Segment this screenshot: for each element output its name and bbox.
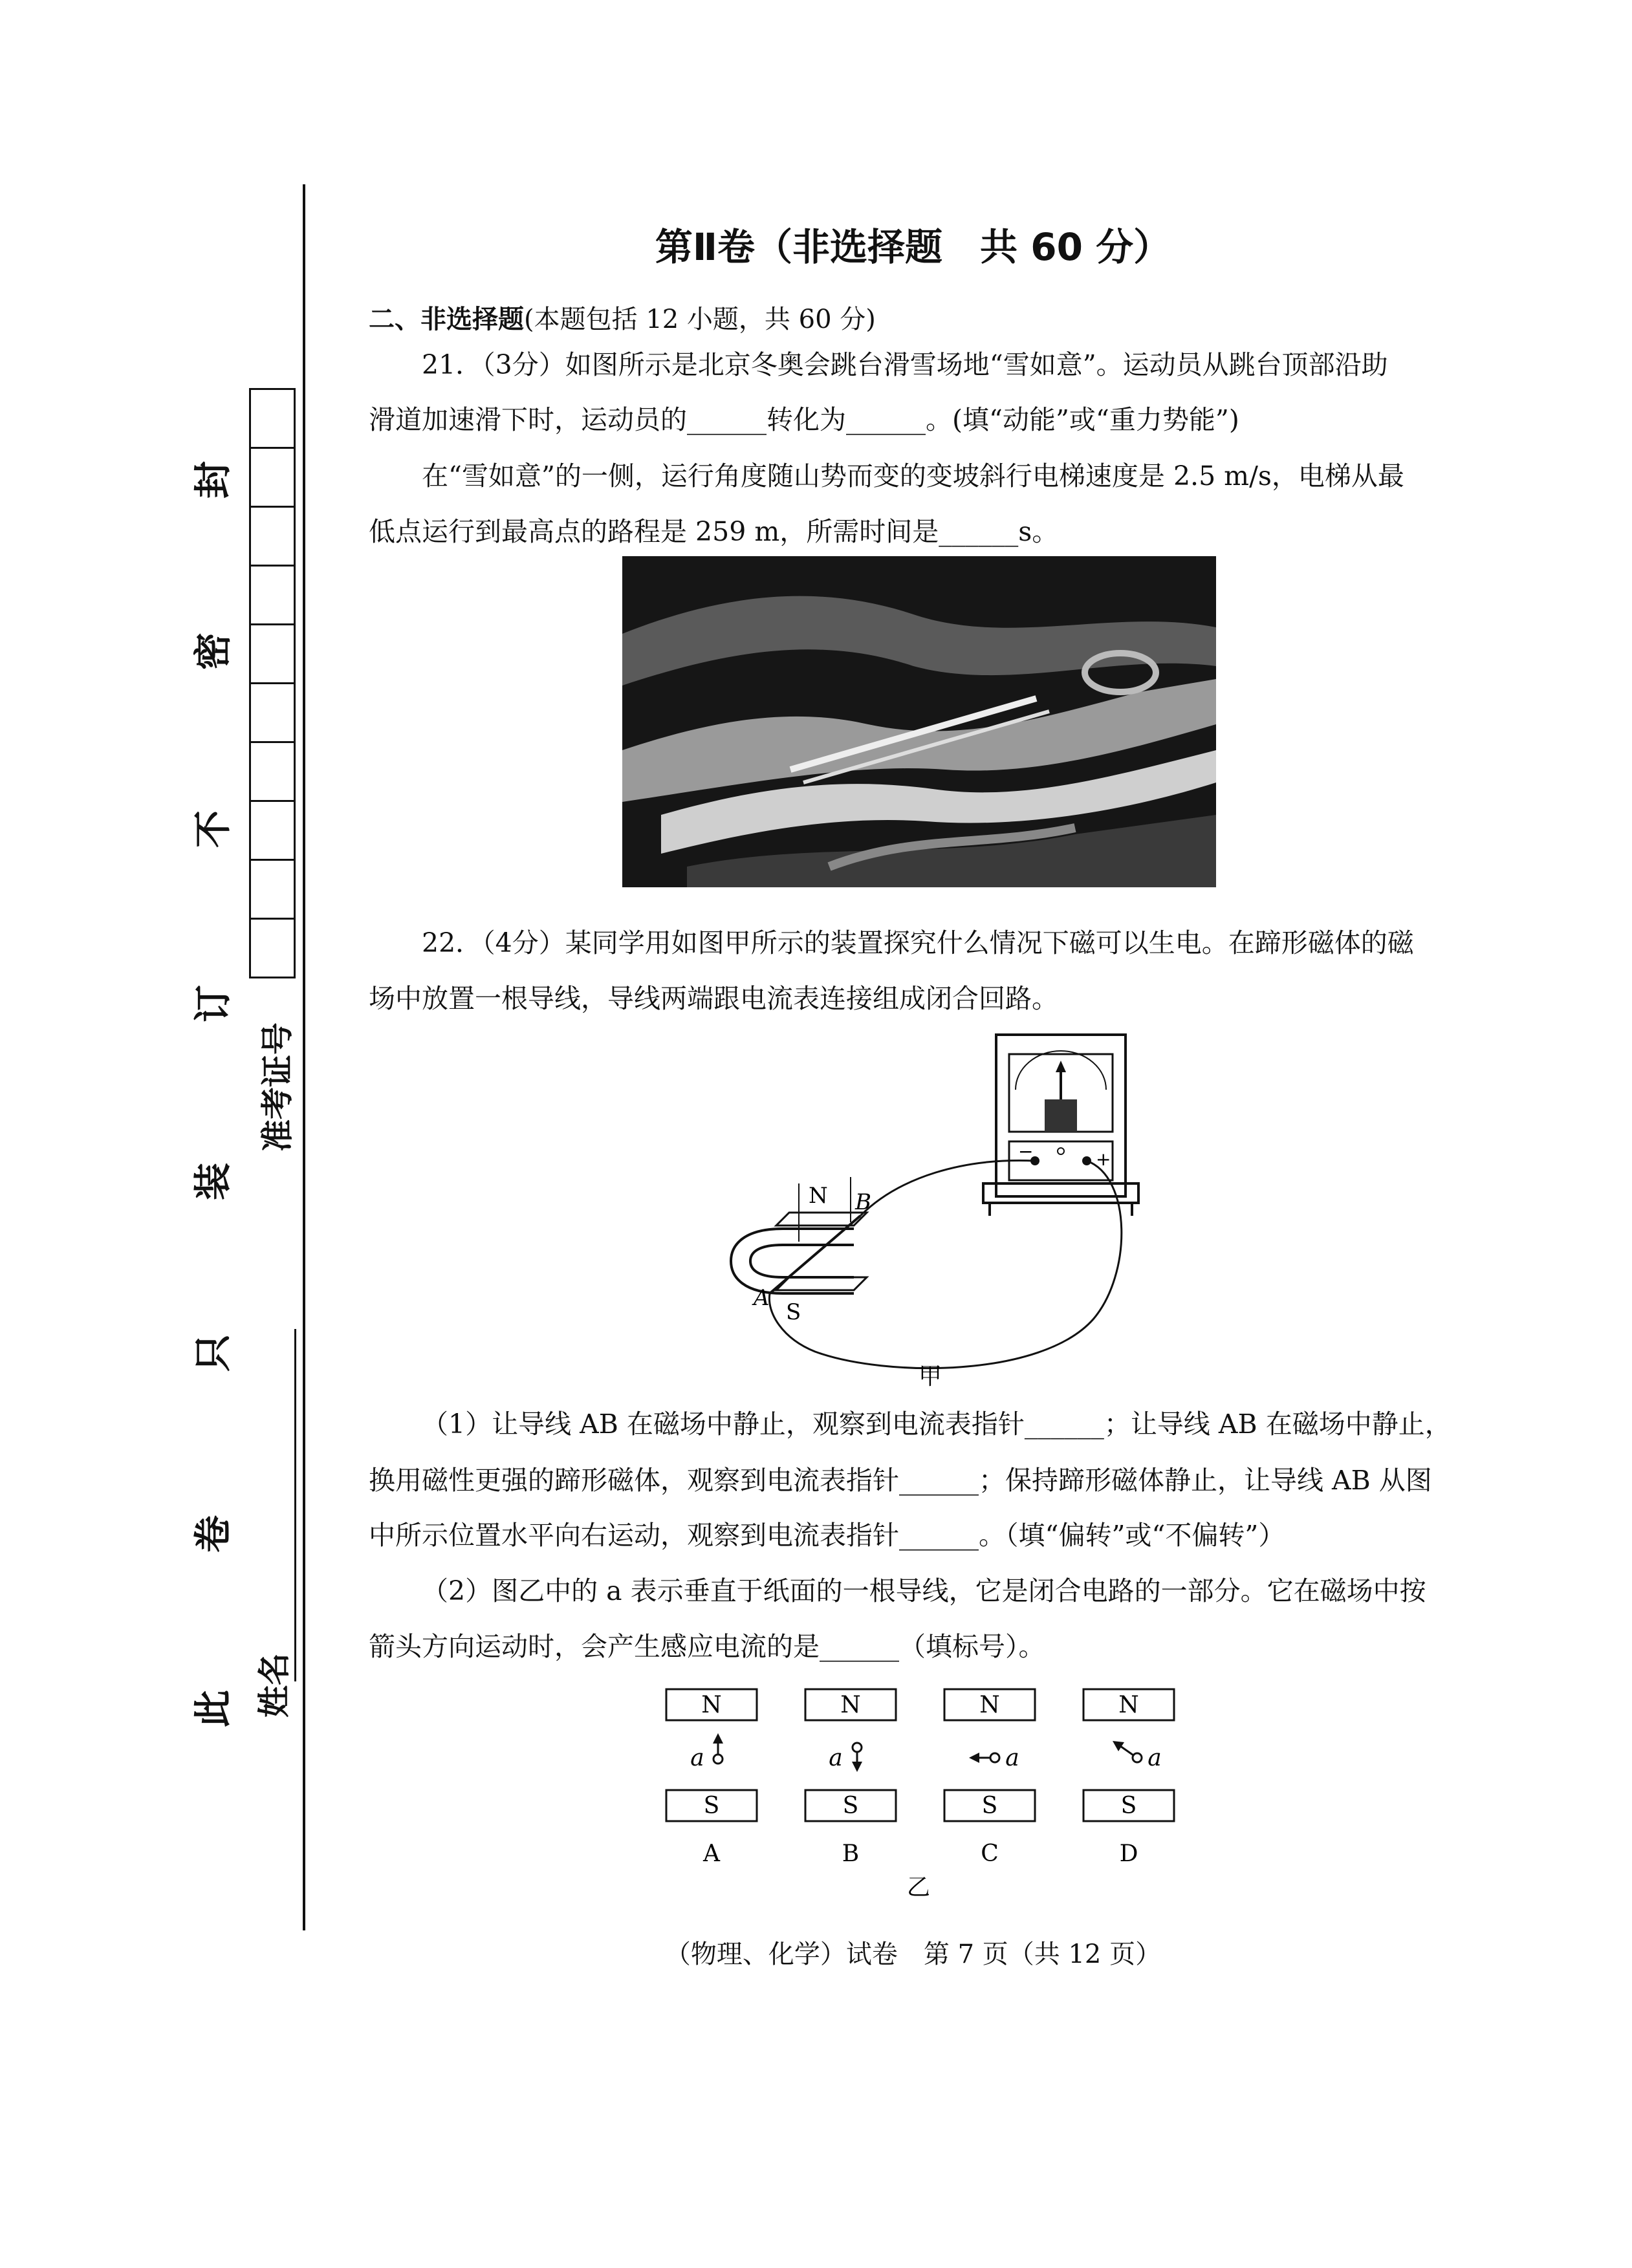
q21-line-2: 滑道加速滑下时，运动员的______转化为______。(填“动能”或“重力势能”) <box>369 404 1239 435</box>
point-b-label: B <box>855 1189 871 1215</box>
option-b-wire: a <box>829 1745 843 1771</box>
option-c-diagram <box>944 1689 1035 1867</box>
section-note: (本题包括 12 小题，共 60 分) <box>524 305 876 334</box>
q22-part2-line-1: （2）图乙中的 a 表示垂直于纸面的一根导线，它是闭合电路的一部分。它在磁场中按 <box>422 1575 1426 1606</box>
q21-line-4: 低点运行到最高点的路程是 259 m，所需时间是______s。 <box>369 516 1059 547</box>
seal-char-1: 封 <box>191 460 235 499</box>
seal-char-7: 卷 <box>191 1515 235 1553</box>
seal-char-6: 只 <box>191 1334 235 1372</box>
q22-part2-line-2: 箭头方向运动时，会产生感应电流的是______（填标号）。 <box>369 1631 1045 1662</box>
option-a-diagram <box>666 1689 757 1867</box>
seal-char-3: 不 <box>191 810 235 848</box>
figure-yi-caption: 乙 <box>906 1874 931 1901</box>
q22-part1-line-1: （1）让导线 AB 在磁场中静止，观察到电流表指针______；让导线 AB 在磁场中静止， <box>422 1409 1452 1440</box>
section-heading-text: 二、非选择题 <box>369 305 524 334</box>
binding-line <box>303 184 305 1930</box>
exam-id-boxes[interactable] <box>249 388 293 978</box>
figure-jia <box>705 1028 1145 1390</box>
q22-part1-line-3: 中所示位置水平向右运动，观察到电流表指针______。（填“偏转”或“不偏转”） <box>369 1520 1285 1551</box>
option-b-pole-s: S <box>842 1793 859 1819</box>
point-a-label: A <box>754 1285 770 1311</box>
seal-char-2: 密 <box>191 632 235 671</box>
q21-line-3: 在“雪如意”的一侧，运行角度随山势而变的变坡斜行电梯速度是 2.5 m/s，电梯从最 <box>422 460 1404 491</box>
option-d-diagram <box>1083 1689 1174 1867</box>
name-line <box>294 1329 296 1681</box>
page-title: 第Ⅱ卷（非选择题 共 60 分） <box>655 225 1171 269</box>
ammeter-minus: − <box>1018 1141 1034 1162</box>
q22-line-1: 22．（4分）某同学用如图甲所示的装置探究什么情况下磁可以生电。在蹄形磁体的磁 <box>422 927 1414 958</box>
pole-n-label: N <box>809 1183 828 1209</box>
ski-jump-photo <box>622 556 1216 887</box>
option-d-wire: a <box>1148 1745 1162 1771</box>
option-a-pole-n: N <box>701 1692 722 1718</box>
pole-s-label: S <box>786 1299 801 1325</box>
exam-id-label: 准考证号 <box>259 1022 296 1152</box>
option-a-wire: a <box>690 1745 704 1771</box>
seal-char-8: 此 <box>191 1689 235 1728</box>
option-a-label: A <box>703 1841 720 1867</box>
option-b-label: B <box>842 1841 860 1867</box>
option-b-diagram <box>805 1689 896 1867</box>
option-c-pole-n: N <box>979 1692 1000 1718</box>
option-c-label: C <box>981 1841 999 1867</box>
section-heading <box>369 299 876 336</box>
seal-char-5: 装 <box>191 1162 235 1201</box>
name-label: 姓名 <box>256 1653 293 1718</box>
option-c-wire: a <box>1005 1745 1019 1771</box>
ammeter-icon <box>983 1035 1138 1216</box>
q21-line-1: 21．（3分）如图所示是北京冬奥会跳台滑雪场地“雪如意”。运动员从跳台顶部沿助 <box>422 349 1388 380</box>
q22-line-2: 场中放置一根导线，导线两端跟电流表连接组成闭合回路。 <box>369 983 1058 1014</box>
seal-char-4: 订 <box>191 984 235 1023</box>
page-footer: （物理、化学）试卷 第 7 页（共 12 页） <box>664 1939 1162 1969</box>
figure-jia-caption: 甲 <box>919 1363 942 1390</box>
option-d-pole-n: N <box>1118 1692 1139 1718</box>
figure-yi <box>660 1681 1203 1901</box>
option-c-pole-s: S <box>981 1793 998 1819</box>
ammeter-plus: + <box>1096 1149 1111 1170</box>
option-d-label: D <box>1119 1841 1138 1867</box>
option-a-pole-s: S <box>703 1793 720 1819</box>
q22-part1-line-2: 换用磁性更强的蹄形磁体，观察到电流表指针______；保持蹄形磁体静止，让导线 AB 从图 <box>369 1465 1432 1496</box>
option-b-pole-n: N <box>840 1692 861 1718</box>
option-d-pole-s: S <box>1120 1793 1137 1819</box>
